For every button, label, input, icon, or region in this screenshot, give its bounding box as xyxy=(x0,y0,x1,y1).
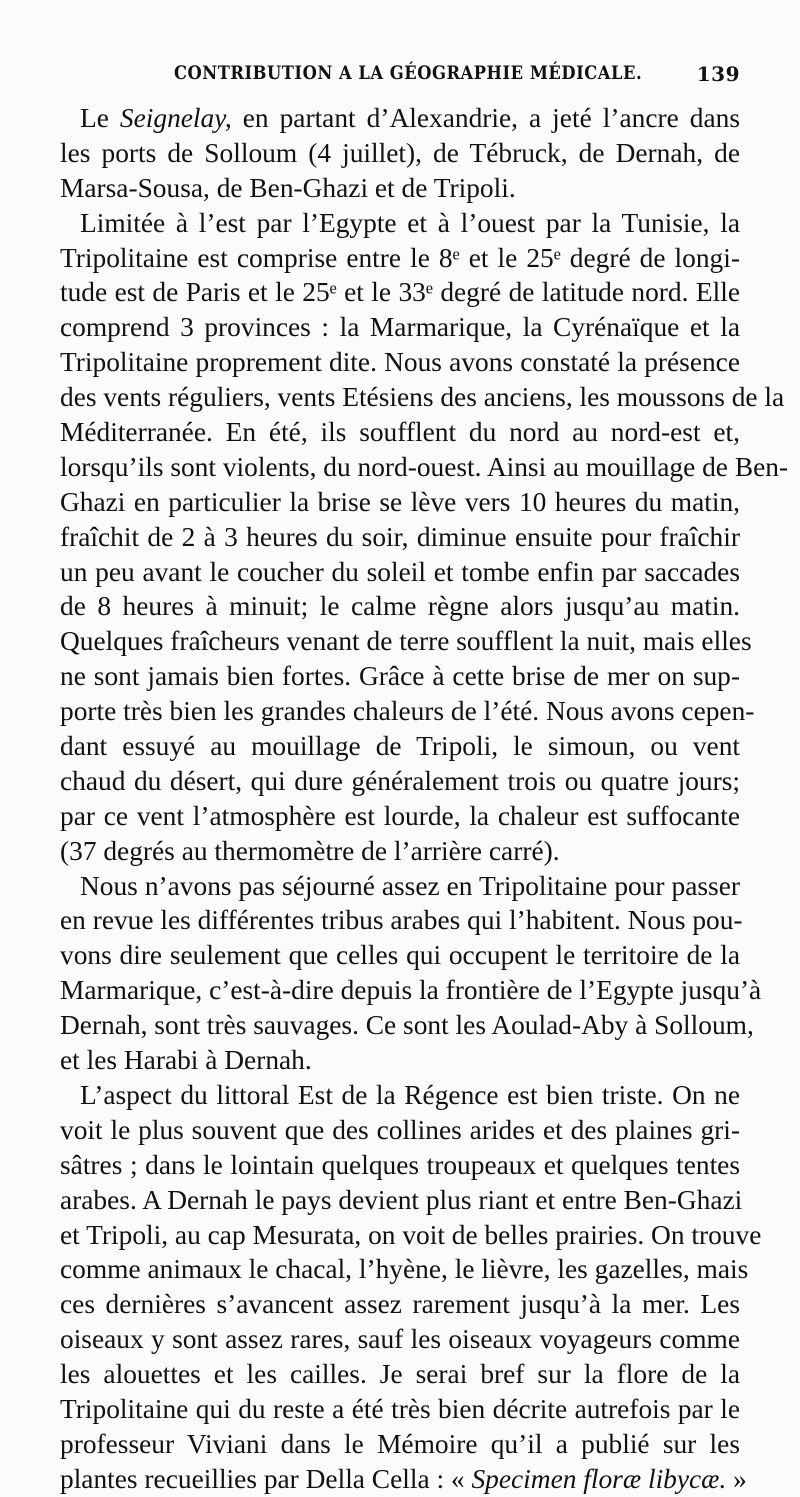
text-run: chaud du désert, qui dure généralement trois ou quatre jours; xyxy=(60,765,740,796)
running-head xyxy=(60,62,740,90)
running-title: CONTRIBUTION A LA GÉOGRAPHIE MÉDICALE. xyxy=(174,62,643,84)
text-line xyxy=(60,1322,740,1357)
text-line xyxy=(60,136,740,171)
text-line xyxy=(60,1078,740,1113)
text-run: professeur Viviani dans le Mémoire qu’il a publié sur les xyxy=(60,1428,740,1459)
text-run: Le xyxy=(80,103,120,133)
text-line xyxy=(60,485,740,520)
text-line xyxy=(60,729,740,764)
text-run: Tripolitaine est comprise entre le 8ᵉ et le 25ᵉ degré de longi- xyxy=(60,242,740,273)
text-run: et Tripoli, au cap Mesurata, on voit de belles prairies. On trouve xyxy=(60,1219,762,1250)
text-line xyxy=(60,694,755,729)
paragraph xyxy=(60,1078,762,1497)
text-line xyxy=(60,659,740,694)
text-run: Méditerranée. En été, ils soufflent du nord au nord-est et, xyxy=(60,417,740,448)
text-run: Marsa-Sousa, de Ben-Ghazi et de Tripoli. xyxy=(60,172,516,203)
text-run: comme animaux le chacal, l’hyène, le lièvre, les gazelles, mais xyxy=(60,1254,749,1285)
text-line xyxy=(60,1252,749,1287)
text-run: dant essuyé au mouillage de Tripoli, le simoun, ou vent xyxy=(60,731,740,762)
text-run: Nous n’avons pas séjourné assez en Tripolitaine pour passer xyxy=(80,870,740,901)
text-line xyxy=(60,1392,740,1427)
text-line xyxy=(60,275,740,310)
text-line xyxy=(60,1008,754,1043)
text-line xyxy=(60,1183,743,1218)
text-run: en revue les différentes tribus arabes qui l’habitent. Nous pou- xyxy=(60,905,743,936)
text-run: vons dire seulement que celles qui occupent le territoire de la xyxy=(60,940,740,971)
italic-run: Seignelay, xyxy=(119,103,232,133)
text-run: L’aspect du littoral Est de la Régence est bien triste. On ne xyxy=(80,1079,740,1110)
text-run: ces dernières s’avancent assez rarement jusqu’à la mer. Les xyxy=(60,1289,740,1320)
text-line xyxy=(60,1148,740,1183)
text-run: plantes recueillies par Della Cella : « xyxy=(60,1463,472,1494)
text-line xyxy=(60,1218,762,1253)
text-line xyxy=(60,589,740,624)
text-line xyxy=(60,450,789,485)
paragraph xyxy=(60,101,740,206)
text-run: les alouettes et les cailles. Je serai bref sur la flore de la xyxy=(60,1359,740,1390)
text-line xyxy=(60,869,740,904)
text-run: (37 degrés au thermomètre de l’arrière carré). xyxy=(60,835,560,866)
text-line xyxy=(60,415,740,450)
text-run: arabes. A Dernah le pays devient plus riant et entre Ben-Ghazi xyxy=(60,1184,743,1215)
text-line xyxy=(60,101,740,136)
text-line xyxy=(60,1113,740,1148)
text-run: Dernah, sont très sauvages. Ce sont les Aoulad-Aby à Solloum, xyxy=(60,1010,754,1041)
text-run: sâtres ; dans le lointain quelques troupeaux et quelques tentes xyxy=(60,1149,740,1180)
text-run: de 8 heures à minuit; le calme règne alors jusqu’au matin. xyxy=(60,591,740,622)
text-run: par ce vent l’atmosphère est lourde, la chaleur est suffocante xyxy=(60,800,740,831)
text-line xyxy=(60,520,740,555)
text-run: porte très bien les grandes chaleurs de l’été. Nous avons cepen- xyxy=(60,696,755,727)
text-run: des vents réguliers, vents Etésiens des anciens, les moussons de la xyxy=(60,382,785,413)
text-run: Quelques fraîcheurs venant de terre soufflent la nuit, mais elles xyxy=(60,626,752,657)
text-line xyxy=(60,171,740,206)
text-line xyxy=(60,241,740,276)
text-line xyxy=(60,834,740,869)
text-run: » xyxy=(726,1463,747,1494)
text-run: et les Harabi à Dernah. xyxy=(60,1045,312,1076)
text-run: Marmarique, c’est-à-dire depuis la frontière de l’Egypte jusqu’à xyxy=(60,975,762,1006)
page-number: 139 xyxy=(696,62,740,86)
text-line xyxy=(60,206,740,241)
text-line xyxy=(60,555,740,590)
text-line xyxy=(60,973,762,1008)
text-line xyxy=(60,1287,740,1322)
text-line xyxy=(60,938,740,973)
text-run: fraîchit de 2 à 3 heures du soir, diminue ensuite pour fraîchir xyxy=(60,521,740,552)
text-line xyxy=(60,1357,740,1392)
text-line xyxy=(60,799,740,834)
text-run: lorsqu’ils sont violents, du nord-ouest. Ainsi au mouillage de Ben- xyxy=(60,451,789,482)
text-run: en partant d’Alexandrie, a jeté l’ancre dans xyxy=(231,103,740,133)
text-line xyxy=(60,624,752,659)
italic-run: Specimen floræ libycæ. xyxy=(471,1463,727,1494)
text-run: Tripolitaine qui du reste a été très bien décrite autrefois par le xyxy=(60,1393,740,1424)
text-run: un peu avant le coucher du soleil et tombe enfin par saccades xyxy=(60,556,740,587)
text-run: tude est de Paris et le 25ᵉ et le 33ᵉ degré de latitude nord. Elle xyxy=(60,277,740,308)
text-run: comprend 3 provinces : la Marmarique, la Cyrénaïque et la xyxy=(60,312,740,343)
text-line xyxy=(60,345,740,380)
text-line xyxy=(60,1043,740,1078)
text-run: Ghazi en particulier la brise se lève vers 10 heures du matin, xyxy=(60,486,740,517)
text-line xyxy=(60,764,740,799)
text-run: Tripolitaine proprement dite. Nous avons constaté la présence xyxy=(60,347,740,378)
text-line xyxy=(60,1427,740,1462)
text-run: voit le plus souvent que des collines arides et des plaines gri- xyxy=(60,1114,740,1145)
text-run: les ports de Solloum (4 juillet), de Tébruck, de Dernah, de xyxy=(60,137,740,168)
body-text xyxy=(60,101,789,1497)
paragraph xyxy=(60,869,762,1078)
text-line xyxy=(60,310,740,345)
paragraph xyxy=(60,206,789,869)
text-run: oiseaux y sont assez rares, sauf les oiseaux voyageurs comme xyxy=(60,1324,740,1355)
text-run: Limitée à l’est par l’Egypte et à l’ouest par la Tunisie, la xyxy=(80,207,740,238)
text-line xyxy=(60,903,743,938)
text-run: ne sont jamais bien fortes. Grâce à cette brise de mer on sup- xyxy=(60,661,740,692)
text-line xyxy=(60,1462,747,1497)
text-line xyxy=(60,380,785,415)
